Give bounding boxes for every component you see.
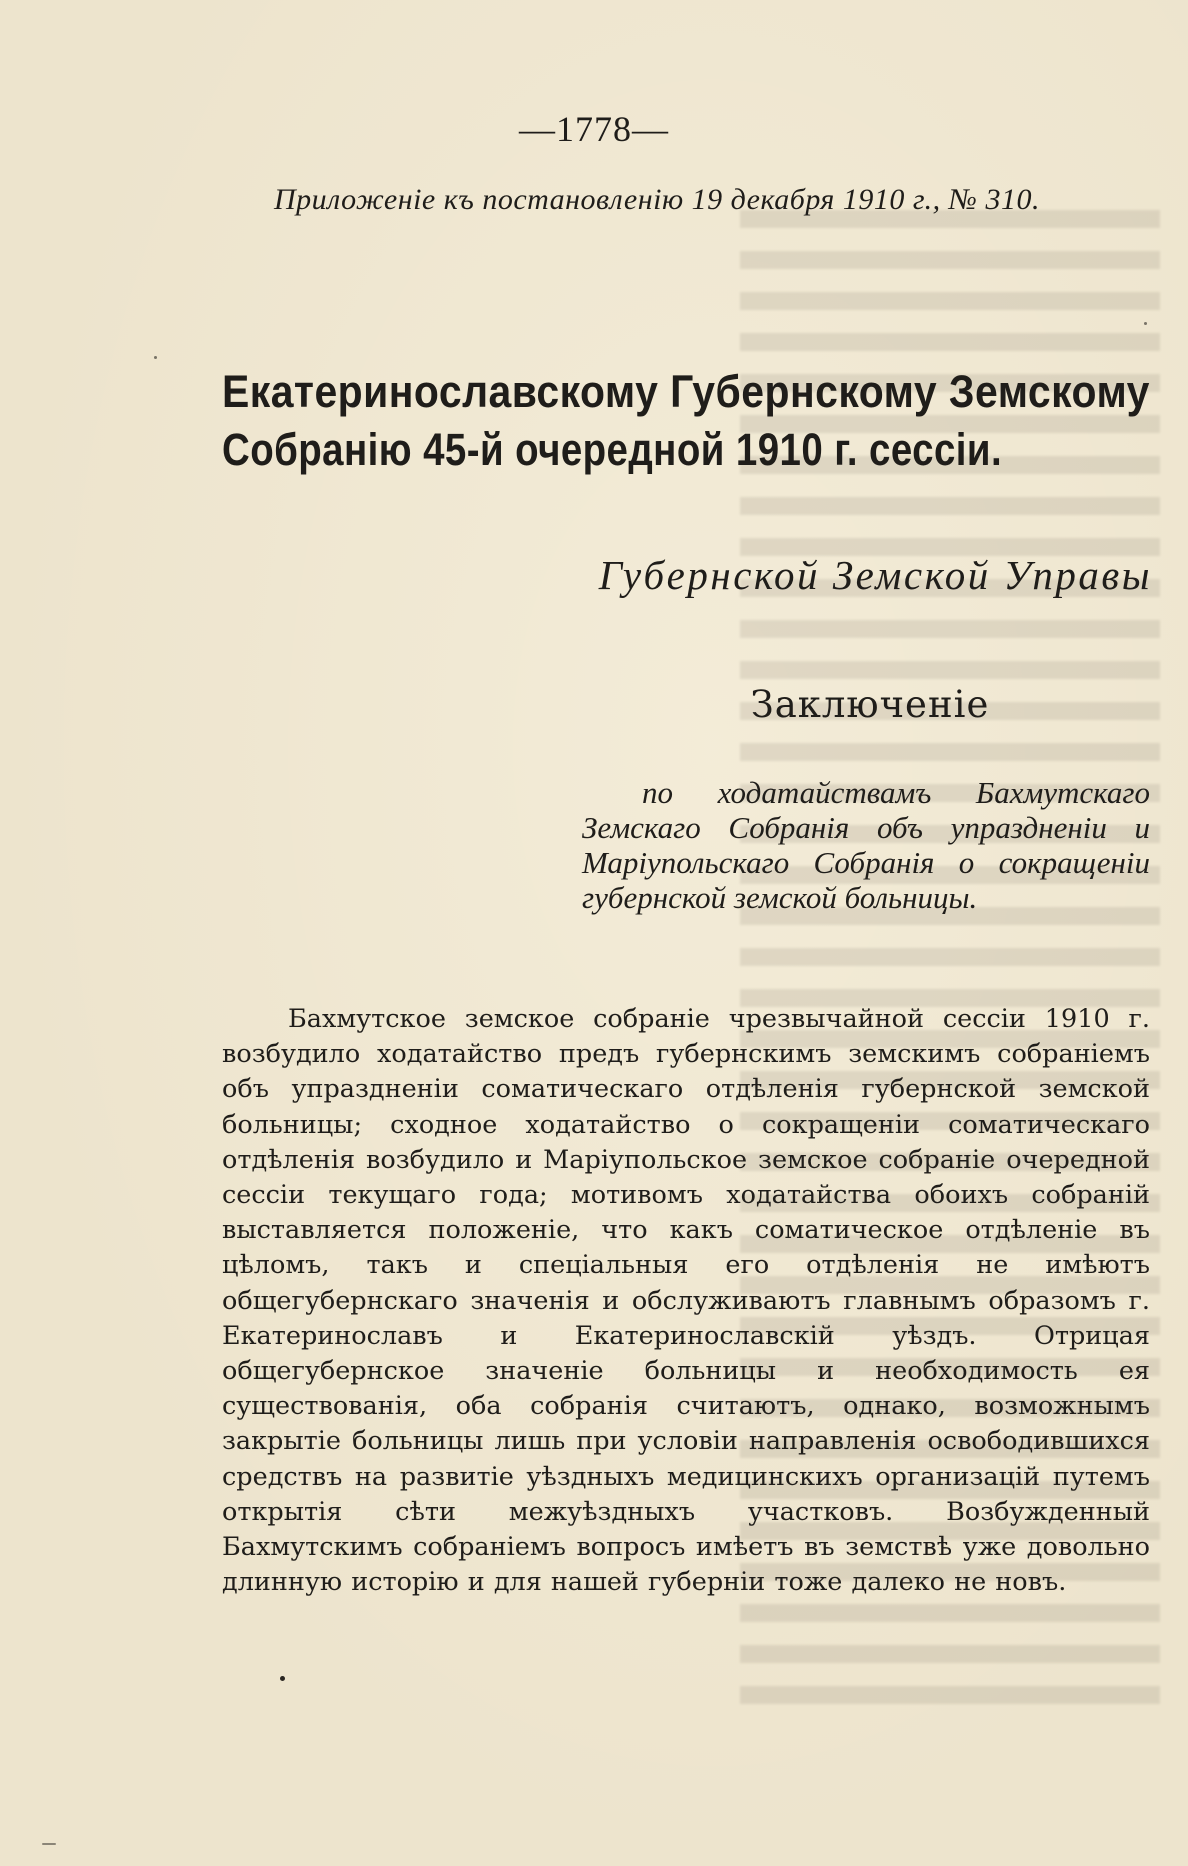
authority-line: Губернской Земской Управы <box>598 552 1152 598</box>
heading-line-2: Собранію 45-й очередной 1910 г. сессіи. <box>222 424 1003 475</box>
ink-speck <box>154 356 157 359</box>
ink-speck <box>280 1676 285 1681</box>
conclusion-subject: по ходатайствамъ Бахмутскаго Земскаго Собранія объ упраздненіи и Маріупольскаго Собранія о сокращеніи губернской земской больницы. <box>582 775 1150 915</box>
ink-speck <box>42 1843 56 1845</box>
heading-line-1: Екатеринославскому Губернскому Земскому <box>222 366 1150 417</box>
appendix-reference: Приложеніе къ постановленію 19 декабря 1910 г., № 310. <box>274 183 1040 216</box>
ink-speck <box>1144 322 1147 325</box>
page-number: —1778— <box>519 109 669 149</box>
conclusion-title: Заключеніе <box>750 683 990 726</box>
body-paragraph: Бахмутское земское собраніе чрезвычайной сессіи 1910 г. возбудило ходатайство предъ губернскимъ земскимъ собраніемъ объ упраздненіи соматическаго отдѣленія губернской земской больницы; сходное ходатайство о сокращеніи соматическаго отдѣленія возбудило и Маріупольское земское собраніе очередной сессіи текущаго года; мотивомъ ходатайства обоихъ собраній выставляется положеніе, что какъ соматическое отдѣленіе въ цѣломъ, такъ и спеціальныя его отдѣленія не имѣютъ общегубернскаго значенія и обслуживаютъ главнымъ образомъ г. Екатеринославъ и Екатеринославскій уѣздъ. Отрицая общегубернское значеніе больницы и необходимость ея существованія, оба собранія считаютъ, однако, возможнымъ закрытіе больницы лишь при условіи направленія освободившихся средствъ на развитіе уѣздныхъ медицинскихъ организацій путемъ открытія сѣти межуѣздныхъ участковъ. Возбужденный Бахмутскимъ собраніемъ вопросъ имѣетъ въ земствѣ уже довольно длинную исторію и для нашей губерніи тоже далеко не новъ. <box>222 1004 1150 1598</box>
